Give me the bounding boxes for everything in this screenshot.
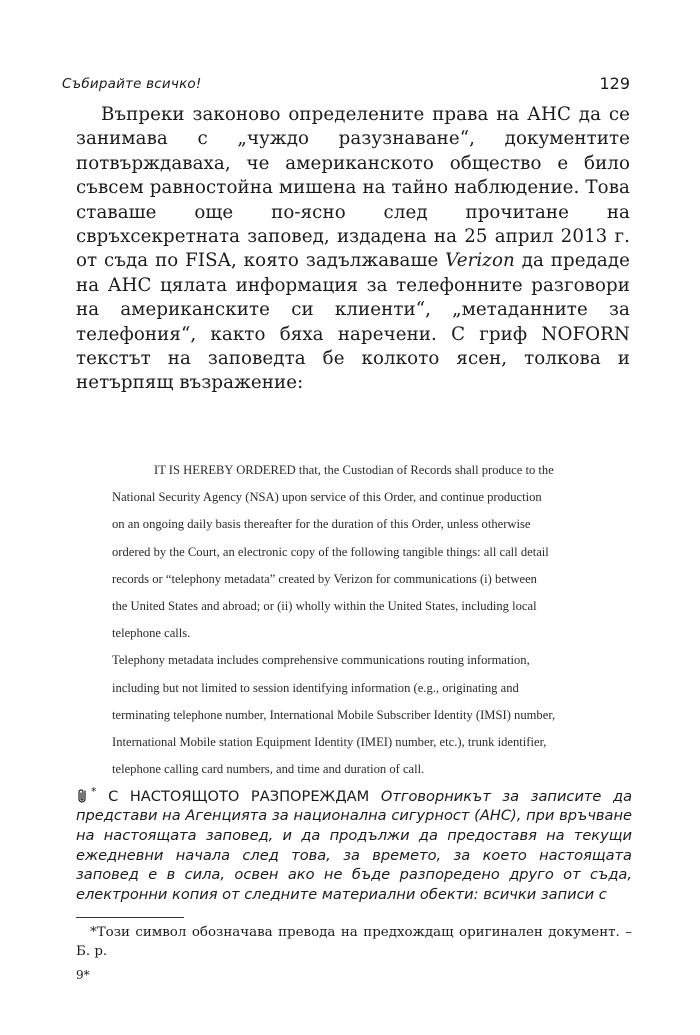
quote-line: records or “telephony metadata” created by Verizon for communications (i) between: [112, 572, 537, 586]
page-number: 129: [599, 74, 630, 93]
quote-line: including but not limited to session identifying information (e.g., originating and: [112, 681, 519, 695]
translation-lead: С НАСТОЯЩОТО РАЗПОРЕЖДАМ: [108, 787, 370, 805]
signature-mark: 9*: [76, 968, 90, 982]
quote-line: terminating telephone number, International Mobile Subscriber Identity (IMSI) number,: [112, 708, 556, 722]
footnote-text: *Този символ обозначава превода на предхождащ оригинален документ. – Б. р.: [76, 925, 632, 959]
quote-line: National Security Agency (NSA) upon service of this Order, and continue production: [112, 490, 542, 504]
paragraph-1-part-b: да предаде на АНС цялата информация за телефонните разговори на американските си клиенти“, „метаданните за телефония“, както бяха наречени. С гриф NOFORN текстът на заповедта бе колкото ясен, толкова и нетърпящ възражение:: [76, 250, 630, 394]
translation-body: Отговорникът за записите да представи на Агенцията за национална сигурност (АНС), при връчване на настоящата заповед, и да продължи да предоставя на текущи ежедневни начала след това, за времето, за което настоящата заповед е в сила, освен ако не бъде разпоредено друго от съда, електронни копия от следните материални обекти: всички записи с: [76, 787, 633, 903]
quote-line: Telephony metadata includes comprehensive communications routing information,: [112, 653, 530, 667]
quote-line: the United States and abroad; or (ii) wholly within the United States, including local: [112, 599, 537, 613]
quote-line: IT IS HEREBY ORDERED that, the Custodian of Records shall produce to the: [154, 463, 554, 477]
quote-line: on an ongoing daily basis thereafter for the duration of this Order, unless otherwise: [112, 517, 531, 531]
quote-line: telephone calling card numbers, and time and duration of call.: [112, 762, 425, 776]
footnote: [76, 923, 632, 961]
quote-line: telephone calls.: [112, 626, 191, 640]
running-head: Събирайте всичко!: [62, 76, 202, 92]
translation-paragraph: [76, 782, 632, 904]
translation-marker: *: [91, 785, 97, 798]
main-paragraph: [76, 103, 630, 396]
paragraph-1: [76, 103, 630, 396]
footnote-divider: [76, 917, 184, 918]
quote-line: International Mobile station Equipment Identity (IMEI) number, etc.), trunk identifier,: [112, 735, 547, 749]
paragraph-1-part-a: Въпреки законово определените права на АНС да се занимава с „чуждо разузнаване“, документите потвърждаваха, че американското общество е било съвсем равностойна мишена на тайно наблюдение. Това ставаше още по-ясно след прочитане на свръхсекретната заповед, издадена на 25 април 2013 г. от съда по FISA, която задължаваше: [76, 104, 630, 272]
verizon-name: Verizon: [445, 250, 515, 272]
quote-line: ordered by the Court, an electronic copy of the following tangible things: all call detail: [112, 545, 549, 559]
paperclip-icon: [76, 788, 90, 804]
